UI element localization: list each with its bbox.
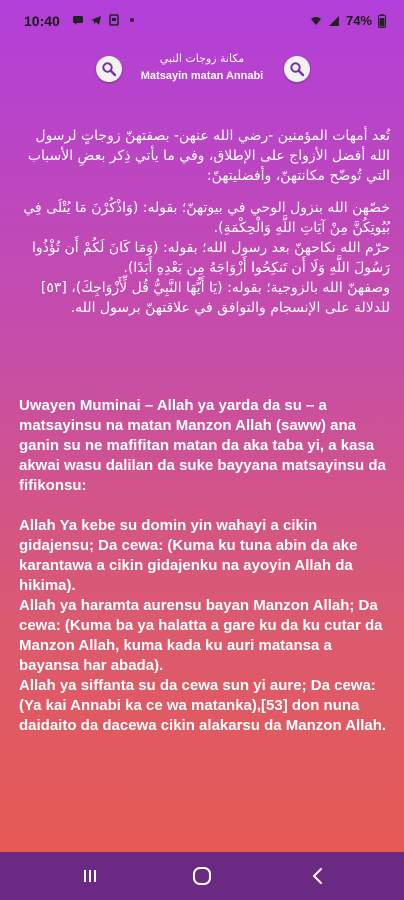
home-icon	[191, 865, 213, 887]
header-title: Matsayin matan Annabi	[140, 70, 264, 82]
status-time: 10:40	[24, 13, 60, 29]
home-button[interactable]	[190, 864, 214, 888]
recents-icon	[80, 866, 100, 886]
system-nav-bar	[0, 852, 404, 900]
arabic-paragraph-1: خصّهن الله بنزول الوحي في بيوتهنّ؛ بقوله: (وَاذْكُرْنَ مَا يُتْلَى فِي بُيُوتِكُنَّ مِنْ آيَاتِ اللَّهِ وَالْحِكْمَةِ).	[23, 200, 390, 236]
status-bar	[0, 0, 404, 44]
notification-icons	[72, 14, 138, 26]
search-icon	[289, 61, 305, 77]
app-header	[0, 44, 404, 100]
search-button-right[interactable]	[284, 56, 310, 82]
message-icon	[72, 14, 84, 26]
battery-percent: 74%	[345, 13, 372, 28]
arabic-content	[16, 126, 390, 318]
arabic-paragraph-intro: تُعد أمهات المؤمنين -رضي الله عنهن- بصفتهنّ زوجاتٍ لرسول الله أفضل الأزواج على الإطلاق، وفي ما يأتي ذِكر بعضِ الأسباب التي تُوضّح مكانتهنّ، وأفضليتهنّ:	[27, 128, 390, 184]
status-right	[310, 13, 386, 28]
dot-icon	[126, 14, 138, 26]
hausa-intro: Uwayen Muminai – Allah ya yarda da su – a matsayinsu na matan Manzon Allah (saww) ana ganin su ne mafifitan matan da aka taba yi, a kasa akwai wasu dalilan da suke bayyana matsayinsu da fifikonsu:	[19, 397, 386, 494]
back-button[interactable]	[306, 864, 330, 888]
telegram-icon	[90, 14, 102, 26]
arabic-paragraph-3: وصفهنّ الله بالزوجية؛ بقوله: (يَا أَيُّهَا النَّبِيُّ قُل لِّأَزْوَاجِكَ)، [٥٣] للدلالة على الإنسجام والتوافق في علاقتهنّ برسول الله.	[40, 280, 390, 316]
app-notification-icon	[108, 14, 120, 26]
signal-icon	[328, 15, 340, 27]
hausa-point-3: Allah ya siffanta su da cewa sun yi aure; Da cewa: (Ya kai Annabi ka ce wa matanka),[53] don nuna daidaito da dacewa cikin alakarsu da Manzon Allah.	[19, 677, 387, 734]
recents-button[interactable]	[78, 864, 102, 888]
hausa-point-1: Allah Ya kebe su domin yin wahayi a cikin gidajensu; Da cewa: (Kuma ku tuna abin da ake karantawa a cikin gidajenku na ayoyin Allah da hikima).	[19, 517, 358, 594]
back-icon	[308, 866, 328, 886]
hausa-point-2: Allah ya haramta aurensu bayan Manzon Allah; Da cewa: (Kuma ba ya halatta a gare ku da ku cutar da Manzon Allah, kuma kada ku auri matansa a bayansa har abada).	[19, 597, 383, 674]
arabic-paragraph-2: حرّم الله نكاحهنّ بعد رسول الله؛ بقوله: (وَمَا كَانَ لَكُمْ أَن تُؤْذُوا رَسُولَ اللَّهِ وَلَا أَن تَنكِحُوا أَزْوَاجَهُ مِن بَعْدِهِ أَبَدًا).	[32, 240, 390, 276]
hausa-content	[19, 396, 389, 736]
paragraph-spacer	[19, 496, 389, 516]
header-title-arabic: مكانة زوجات النبي	[159, 52, 245, 65]
wifi-icon	[310, 15, 322, 27]
battery-icon	[378, 14, 386, 28]
